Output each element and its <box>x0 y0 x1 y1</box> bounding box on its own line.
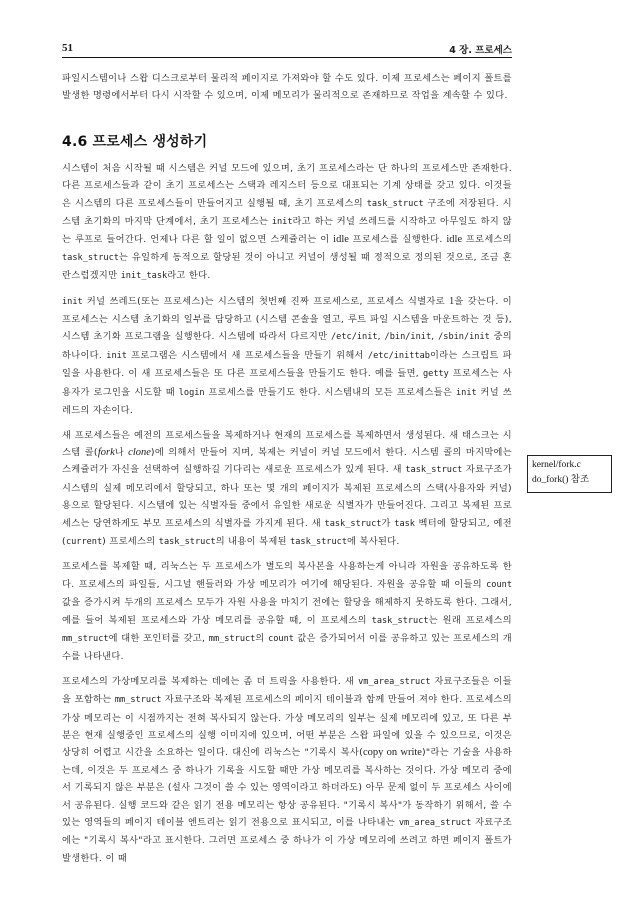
text-run: 프로세스를 실행한다. <box>348 234 447 246</box>
text-run: )에 의해서 만들어 지며, 복제는 커널이 커널 모드에서 한다. 시스템 콜의 마지막에는 스케쥴러가 자신을 선택하여 실행하길 기다리는 새로운 프로세스가 있게 된다. 새 <box>62 446 512 476</box>
paragraph-system-start <box>62 160 512 286</box>
margin-note-suffix: 참조 <box>568 475 590 485</box>
text-run: )"라는 기술을 사용하는데, 이것은 두 프로세스 중 하나가 기록을 시도할 때만 가상 메모리를 복사하는 것이다. 가상 메모리 중에서 기록되지 않은 부분은 (설사 그것이 쓸 수 있는 영역이라고 하더라도) 아무 문제 없이 두 프로세스 사이에서 공유된다. 실행 코드와 같은 읽기 전용 메모리는 항상 공유된다. "기록시 복사"가 동작하기 위해서, 쓸 수 있는 영역들의 페이지 테이블 엔트리는 읽기 전용으로 표시되고, 이를 나타내는 <box>62 747 512 829</box>
section-number: 4.6 <box>62 133 88 150</box>
code-term: /sbin/init <box>438 332 490 343</box>
code-term: task_struct <box>371 615 429 626</box>
text-run: 라고 한다. <box>167 270 211 282</box>
italic-term: fork <box>97 446 115 458</box>
code-term: task_struct <box>62 252 119 263</box>
text-run: 프로세스를 만들기도 한다. 시스템내의 모든 프로세스들은 <box>204 386 456 398</box>
code-term: task_struct <box>290 536 347 547</box>
text-run: , <box>431 331 439 343</box>
text-run: ) 프로세스의 <box>102 535 159 547</box>
code-term: task_struct <box>405 465 463 476</box>
code-term: init <box>62 296 83 307</box>
text-run: 는 원래 프로세스의 <box>428 614 512 626</box>
code-term: vm_area_struct <box>398 818 472 829</box>
text-run: 새 프로세스들은 예전의 프로세스들을 복제하거나 현재의 프로세스를 복제하면서 생성된다. 새 태스크는 시스템 콜( <box>62 429 512 458</box>
latin-term: idle <box>333 234 349 246</box>
text-run: 커널 쓰레드의 자손이다. <box>62 386 512 417</box>
code-term: task_struct <box>158 536 216 547</box>
latin-term: idle <box>446 234 463 246</box>
text-run: 에 대한 포인터를 갖고, <box>108 632 209 644</box>
section-heading <box>62 131 512 151</box>
code-term: mm_struct <box>208 633 256 644</box>
paragraph-init-thread <box>62 293 512 420</box>
text-run: 의 내용이 복제된 <box>215 535 291 547</box>
text-run: 프로세스의 <box>462 234 512 246</box>
running-header <box>62 42 512 56</box>
code-term: mm_struct <box>62 633 109 644</box>
latin-term: copy on write <box>363 747 422 759</box>
text-run: 자료구조들은 이들을 포함하는 <box>62 675 513 706</box>
code-term: task_struct <box>324 518 382 529</box>
text-run: 자료구조에는 "기록시 복사"라고 표시한다. 그러면 프로세스 중 하나가 이 가상 메모리에 쓰려고 하면 페이지 폴트가 발생한다. 이 때 <box>62 817 513 864</box>
text-run: 을 갖는다. 이 프로세스는 시스템 초기화의 일부를 담당하고 (시스템 콘솔을 열고, 루트 파일 시스템을 마운트하는 것 등), 시스템 초기화 프로그램을 실행한다. 시스템에 따라서 다르지만 <box>62 295 513 343</box>
paragraph-intro: 파일시스템이나 스왑 디스크로부터 물리적 페이지로 가져와야 할 수도 있다. 이제 프로세스는 페이지 폴트를 발생한 명령에서부터 다시 시작할 수 있으며, 이제 메모리가 물리적으로 존재하므로 작업을 계속할 수 있다. <box>62 73 512 102</box>
chapter-title: 4 장. 프로세스 <box>449 45 512 56</box>
code-term: init <box>271 217 293 228</box>
code-term: /bin/init <box>384 332 432 343</box>
text-run: 커널 쓰레드(또는 프로세스)는 시스템의 첫번째 진짜 프로세스로, 프로세스 식별자로 <box>82 295 450 307</box>
text-run: 값은 증가되어서 이를 공유하고 있는 프로세스의 개수를 나타낸다. <box>62 632 512 663</box>
text-run: 에 복사된다. <box>347 535 400 547</box>
code-term: count <box>486 579 512 590</box>
section-title: 프로세스 생성하기 <box>92 133 208 150</box>
text-run: 값을 증가시켜 두개의 프로세스 모두가 자원 사용을 마치기 전에는 할당을 해제하지 못하도록 한다. 그래서, 예를 들어 복제된 프로세스와 가상 메모리를 공유할 때, 이 프로세스의 <box>62 597 512 626</box>
code-term: login <box>178 387 205 398</box>
text-run: 나 <box>114 446 129 458</box>
code-term: /etc/init <box>331 332 378 343</box>
code-term: current <box>65 536 103 547</box>
text-run: 구조에 저장된다. 시스템 초기화의 마지막 단계에서, 초기 프로세스는 <box>62 197 512 228</box>
code-term: task <box>394 518 415 529</box>
page-number: 51 <box>62 42 73 54</box>
text-run: 자료구조와 복제된 프로세스의 페이지 테이블과 함께 만들어 져야 한다. 프로세스의 가상 메모리는 이 시점까지는 전혀 복사되지 않는다. 가상 메모리의 일부는 실제 메모리에 있고, 또 다른 부분은 현재 실행중인 프로세스의 실행 이미지에 있으며, 어떤 부분은 스왑 파일에 있을 수 있으므로, 이것은 상당히 어렵고 시간을 소요하는 일이다. 대신에 리눅스는 "기록시 복사( <box>62 694 512 759</box>
code-term: mm_struct <box>114 695 162 706</box>
text-run: 는 유일하게 동적으로 할당된 것이 아니고 커널이 생성될 때 정적으로 정의된 것으로, 조금 혼란스럽겠지만 <box>62 251 512 282</box>
text-run: 시스템이 처음 시작될 때 시스템은 커널 모드에 있으며, 초기 프로세스라는 단 하나의 프로세스만 존재한다. 다른 프로세스들과 같이 초기 프로세스는 스택과 레지스터 등으로 대표되는 기계 상태를 갖고 있다. 이것들은 시스템의 다른 프로세스들이 만들어지고 실행될 때, 초기 프로세스의 <box>62 162 512 209</box>
margin-note-function: do_fork() <box>532 475 569 485</box>
paragraph-copy-on-write <box>62 673 512 867</box>
margin-note-file: kernel/fork.c <box>532 460 581 470</box>
text-run: 프로세스의 가상메모리를 복제하는 데에는 좀 더 트릭을 사용한다. 새 <box>62 675 359 687</box>
text-run: 가 <box>381 517 395 529</box>
margin-note <box>527 455 612 493</box>
code-term: vm_area_struct <box>358 676 431 687</box>
text-run: 중의 하나이다. <box>62 331 512 361</box>
text-run: 의 <box>255 632 269 644</box>
code-term: getty <box>422 369 449 380</box>
text-run: 벡터에 할당되고, 예전 ( <box>62 517 513 547</box>
text-run: , <box>377 331 385 343</box>
header-divider <box>62 57 512 58</box>
italic-term: clone <box>128 446 151 458</box>
paragraph-clone <box>62 427 512 552</box>
text-run: 이라는 스크립트 파일을 사용한다. 이 새 프로세스들은 또 다른 프로세스들을 만들기도 한다. 예를 들면, <box>62 349 512 380</box>
text-run: 프로그램은 시스템에서 새 프로세스들을 만들기 위해서 <box>126 349 368 361</box>
code-term: init <box>106 350 127 361</box>
latin-term: 1 <box>449 295 455 307</box>
code-term: task_struct <box>366 198 424 209</box>
margin-note-reference <box>532 473 607 488</box>
code-term: /etc/inittab <box>367 350 430 361</box>
body-column <box>62 70 512 867</box>
code-term: init <box>455 387 477 398</box>
text-run: 프로세스를 복제할 때, 리눅스는 두 프로세스가 별도의 복사본을 사용하는게 아니라 자원을 공유하도록 한다. 프로세스의 파일들, 시그널 핸들러와 가상 메모리가 여기에 해당된다. 자원을 공유할 때 이들의 <box>62 561 512 590</box>
code-term: count <box>268 633 294 644</box>
paragraph-resource-sharing <box>62 558 512 665</box>
text-run: 자료구조가 시스템의 실제 메모리에서 할당되고, 하나 또는 몇 개의 페이지가 복제된 프로세스의 스택(사용자와 커널) 용으로 할당된다. 시스템에 있는 식별자들 중에서 유일한 새로운 식별자가 만들어진다. 그리고 복제된 프로세스는 당연하게도 부모 프로세스의 식별자를 가지게 된다. 새 <box>62 464 512 529</box>
text-run: 프로세스는 사용자가 로그인을 시도할 때 <box>62 368 512 398</box>
code-term: init_task <box>120 271 168 282</box>
text-run: 라고 하는 커널 쓰레드를 시작하고 아무일도 하지 않는 루프로 들어간다. 언제나 다른 할 일이 없으면 스케쥴러는 이 <box>62 216 512 246</box>
